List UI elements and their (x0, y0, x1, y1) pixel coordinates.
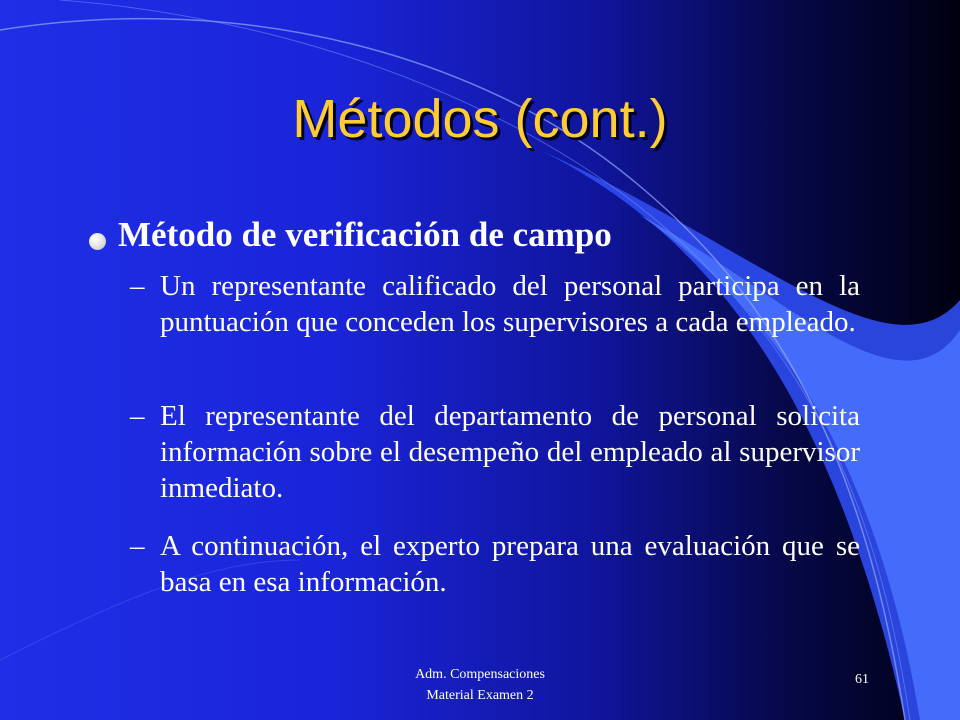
bullet-dot-icon (89, 233, 106, 250)
sub-item-text: El representante del departamento de personal solicita información sobre el desempeño del empleado al supervisor inmediato. (160, 400, 860, 504)
dash-icon: – (130, 530, 145, 562)
sub-item-text: A continuación, el experto prepara una evaluación que se basa en esa información. (160, 530, 860, 598)
slide-footer (380, 664, 580, 706)
slide-title: Métodos (cont.) (292, 89, 668, 149)
dash-icon: – (130, 400, 145, 432)
dash-icon: – (130, 270, 145, 302)
page-number: 61 (855, 672, 869, 687)
footer-line-2: Material Examen 2 (426, 688, 534, 703)
sub-item-text: Un representante calificado del personal participa en la puntuación que conceden los supervisores a cada empleado. (160, 270, 860, 338)
footer-line-1: Adm. Compensaciones (415, 667, 545, 682)
main-bullet: Método de verificación de campo (118, 215, 612, 254)
